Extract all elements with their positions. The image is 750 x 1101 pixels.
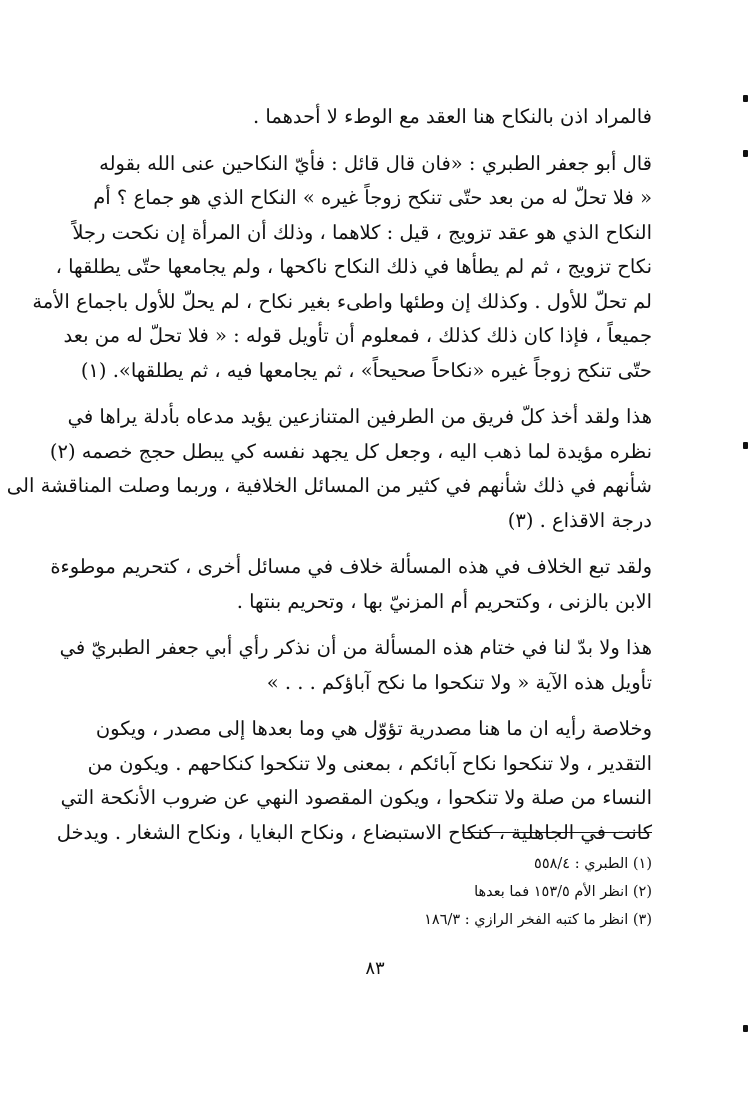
text-line: هذا ولا بدّ لنا في ختام هذه المسألة من أن نذكر رأي أبي جعفر الطبريّ في xyxy=(59,636,652,659)
text-line: فالمراد اذن بالنكاح هنا العقد مع الوطء لا أحدهما . xyxy=(253,105,652,128)
footnote: (١) الطبري : ٥٥٨/٤ xyxy=(534,856,652,872)
text-line: تأويل هذه الآية « ولا تنكحوا ما نكح آباؤكم . . . » xyxy=(266,670,652,694)
text-line: جميعاً ، فإذا كان ذلك كذلك ، فمعلوم أن تأويل قوله : « فلا تحلّ له من بعد xyxy=(63,324,652,347)
paragraph xyxy=(59,631,652,700)
margin-mark xyxy=(743,442,748,449)
text-line: النساء من صلة ولا تنكحوا ، ويكون المقصود النهي عن ضروب الأنكحة التي xyxy=(60,786,652,809)
text-line: درجة الاقذاع . (٣) xyxy=(507,508,652,532)
body-text xyxy=(6,100,652,862)
page-number: ٨٣ xyxy=(365,958,385,979)
text-line: الابن بالزنى ، وكتحريم أم المزنيّ بها ، وتحريم بنتها . xyxy=(236,589,652,613)
text-line: حتّى تنكح زوجاً غيره «نكاحاً صحيحاً» ، ثم يجامعها فيه ، ثم يطلقها». (١) xyxy=(80,358,652,382)
text-line: التقدير ، ولا تنكحوا نكاح آبائكم ، بمعنى ولا تنكحوا كنكاحهم . ويكون من xyxy=(87,751,652,775)
margin-mark xyxy=(743,150,748,157)
paragraph xyxy=(50,550,652,619)
text-line: هذا ولقد أخذ كلّ فريق من الطرفين المتنازعين يؤيد مدعاه بأدلة يراها في xyxy=(67,405,652,428)
paragraph xyxy=(56,712,652,850)
text-line: كانت في الجاهلية ، كنكاح الاستبضاع ، ونكاح البغايا ، ونكاح الشغار . ويدخل xyxy=(56,820,652,844)
text-line: وخلاصة رأيه ان ما هنا مصدرية تؤوّل هي وما بعدها إلى مصدر ، ويكون xyxy=(95,717,652,740)
footnote: (٢) انظر الأم ١٥٣/٥ فما بعدها xyxy=(474,884,652,900)
margin-mark xyxy=(743,95,748,102)
text-line: ولقد تبع الخلاف في هذه المسألة خلاف في مسائل أخرى ، كتحريم موطوءة xyxy=(50,555,652,578)
text-line: النكاح الذي هو عقد تزويج ، قيل : كلاهما ، وذلك أن المرأة إن نكحت رجلاً xyxy=(72,220,652,244)
footnote-separator xyxy=(462,832,652,833)
text-line: قال أبو جعفر الطبري : «فان قال قائل : فأيّ النكاحين عنى الله بقوله xyxy=(99,151,652,175)
footnotes xyxy=(300,850,652,934)
paragraph xyxy=(100,100,652,135)
footnote: (٣) انظر ما كتبه الفخر الرازي : ١٨٦/٣ xyxy=(424,912,652,928)
text-line: شأنهم في ذلك شأنهم في كثير من المسائل الخلافية ، وربما وصلت المناقشة الى xyxy=(6,474,652,497)
text-line: نكاح تزويج ، ثم لم يطأها في ذلك النكاح ناكحها ، ولم يجامعها حتّى يطلقها ، xyxy=(55,255,652,278)
paragraph xyxy=(6,400,652,538)
text-line: « فلا تحلّ له من بعد حتّى تنكح زوجاً غيره » النكاح الذي هو جماع ؟ أم xyxy=(93,186,652,209)
text-line: نظره مؤيدة لما ذهب اليه ، وجعل كل يجهد نفسه كي يبطل حجج خصمه (٢) xyxy=(49,439,652,463)
paragraph xyxy=(32,147,652,389)
margin-mark xyxy=(743,1025,748,1032)
text-line: لم تحلّ للأول . وكذلك إن وطئها واطىء بغير نكاح ، لم يحلّ للأول باجماع الأمة xyxy=(32,289,652,313)
